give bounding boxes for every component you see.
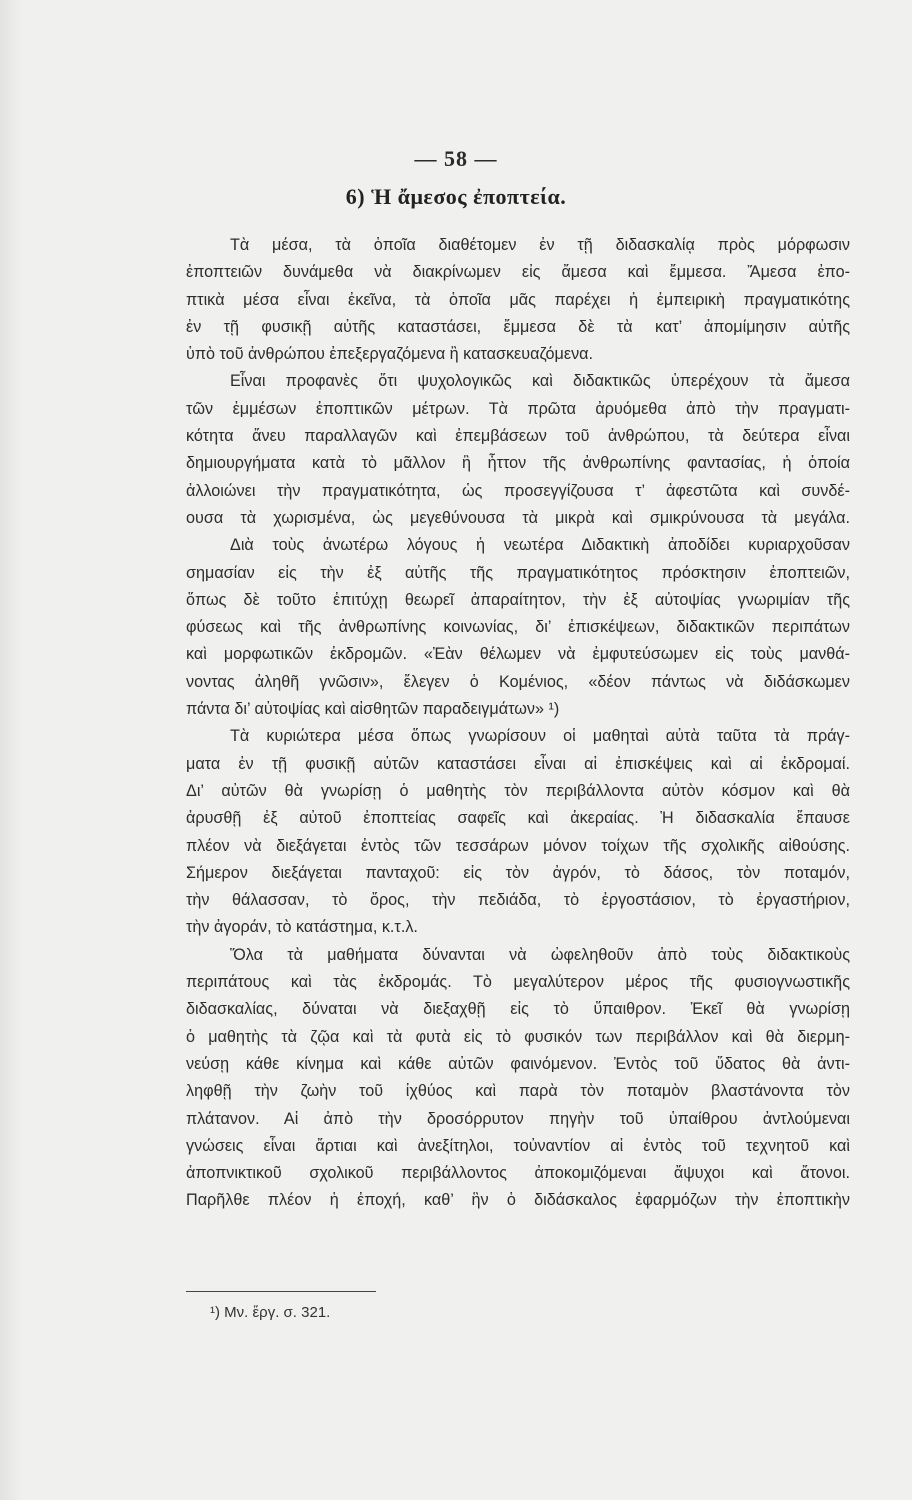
text-line: πτικὰ μέσα εἶναι ἐκεῖνα, τὰ ὁποῖα μᾶς παρέχει ἡ ἐμπειρικὴ πραγματικότης	[186, 290, 850, 309]
text-line: ἐποπτειῶν δυνάμεθα νὰ διακρίνωμεν εἰς ἄμεσα καὶ ἔμμεσα. Ἄμεσα ἐπο-	[186, 263, 850, 282]
text-line: κότητα ἄνευ παραλλαγῶν καὶ ἐπεμβάσεων τοῦ ἀνθρώπου, τὰ δεύτερα εἶναι	[186, 427, 850, 446]
text-line: Τὰ μέσα, τὰ ὁποῖα διαθέτομεν ἐν τῇ διδασκαλίᾳ πρὸς μόρφωσιν	[230, 236, 850, 254]
text-line: τὴν θάλασσαν, τὸ ὄρος, τὴν πεδιάδα, τὸ ἐργοστάσιον, τὸ ἐργαστήριον,	[186, 891, 850, 910]
text-line: ἀλλοιώνει τὴν πραγματικότητα, ὡς προσεγγίζουσα τ’ ἀφεστῶτα καὶ συνδέ-	[186, 481, 850, 500]
text-line: πάντα δι’ αὐτοψίας καὶ αἰσθητῶν παραδειγμάτων» ¹)	[186, 700, 560, 719]
text-line: Τὰ κυριώτερα μέσα ὅπως γνωρίσουν οἱ μαθηταὶ αὐτὰ ταῦτα τὰ πράγ-	[230, 727, 850, 746]
text-line: πλέον νὰ διεξάγεται ἐντὸς τῶν τεσσάρων μόνον τοίχων τῆς σχολικῆς αἰθούσης.	[186, 836, 850, 855]
text-line: περιπάτους καὶ τὰς ἐκδρομάς. Τὸ μεγαλύτερον μέρος τῆς φυσιογνωστικῆς	[186, 973, 850, 992]
text-line: φύσεως καὶ τῆς ἀνθρωπίνης κοινωνίας, δι’ ἐπισκέψεων, διδακτικῶν περιπάτων	[186, 618, 850, 637]
text-line: δημιουργήματα κατὰ τὸ μᾶλλον ἢ ἧττον τῆς ἀνθρωπίνης φαντασίας, ἡ ὁποία	[186, 454, 850, 473]
body-text	[186, 232, 850, 1215]
text-line: καὶ μορφωτικῶν ἐκδρομῶν. «Ἐὰν θέλωμεν νὰ ἐμφυτεύσωμεν εἰς τοὺς μανθά-	[186, 645, 850, 664]
text-line: ἀποπνικτικοῦ σχολικοῦ περιβάλλοντος ἀποκομιζόμεναι ἄψυχοι καὶ ἄτονοι.	[186, 1164, 850, 1183]
text-line: Ὅλα τὰ μαθήματα δύνανται νὰ ὠφεληθοῦν ἀπὸ τοὺς διδακτικοὺς	[230, 945, 850, 964]
text-line: διδασκαλίας, δύναται νὰ διεξαχθῇ εἰς τὸ ὕπαιθρον. Ἐκεῖ θὰ γνωρίσῃ	[186, 1000, 850, 1019]
footnote: ¹) Μν. ἔργ. σ. 321.	[210, 1304, 331, 1321]
text-line: ματα ἐν τῇ φυσικῇ αὐτῶν καταστάσει εἶναι αἱ ἐπισκέψεις καὶ αἱ ἐκδρομαί.	[186, 754, 850, 773]
text-line: Δι’ αὐτῶν θὰ γνωρίσῃ ὁ μαθητὴς τὸν περιβάλλοντα αὐτὸν κόσμον καὶ θὰ	[186, 781, 850, 800]
section-title: 6) Ἡ ἄμεσος ἐποπτεία.	[345, 184, 567, 209]
text-line: ληφθῇ τὴν ζωὴν τοῦ ἰχθύος καὶ παρὰ τὸν ποταμὸν βλαστάνοντα τὸν	[186, 1082, 850, 1101]
text-line: Σήμερον διεξάγεται πανταχοῦ: εἰς τὸν ἀγρόν, τὸ δάσος, τὸν ποταμόν,	[186, 863, 850, 882]
text-line: Παρῆλθε πλέον ἡ ἐποχή, καθ’ ἣν ὁ διδάσκαλος ἐφαρμόζων τὴν ἐποπτικὴν	[186, 1191, 850, 1210]
text-line: ὁ μαθητὴς τὰ ζῷα καὶ τὰ φυτὰ εἰς τὸ φυσικόν των περιβάλλον καὶ θὰ διερμη-	[186, 1027, 850, 1046]
text-line: Εἶναι προφανὲς ὅτι ψυχολογικῶς καὶ διδακτικῶς ὑπερέχουν τὰ ἄμεσα	[230, 372, 850, 391]
text-line: νοντας ἀληθῆ γνῶσιν», ἔλεγεν ὁ Κομένιος, «δέον πάντως νὰ διδάσκωμεν	[186, 672, 850, 691]
text-line: Διὰ τοὺς ἀνωτέρω λόγους ἡ νεωτέρα Διδακτικὴ ἀποδίδει κυριαρχοῦσαν	[230, 536, 850, 555]
binding-shadow	[0, 0, 22, 1500]
text-line: τῶν ἐμμέσων ἐποπτικῶν μέτρων. Τὰ πρῶτα ἀρυόμεθα ἀπὸ τὴν πραγματι-	[186, 399, 850, 418]
text-line: τὴν ἀγοράν, τὸ κατάστημα, κ.τ.λ.	[186, 918, 418, 937]
text-line: ἐν τῇ φυσικῇ αὐτῆς καταστάσει, ἔμμεσα δὲ τὰ κατ’ ἀπομίμησιν αὐτῆς	[186, 317, 850, 336]
footnote-divider	[186, 1291, 376, 1292]
text-line: ἀρυσθῇ ἐξ αὐτοῦ ἐποπτείας σαφεῖς καὶ ἀκεραίας. Ἡ διδασκαλία ἔπαυσε	[186, 809, 850, 828]
text-line: ὑπὸ τοῦ ἀνθρώπου ἐπεξεργαζόμενα ἢ κατασκευαζόμενα.	[186, 345, 594, 364]
text-line: νεύσῃ κάθε κίνημα καὶ κάθε αὐτῶν φαινόμενον. Ἐντὸς τοῦ ὕδατος θὰ ἀντι-	[186, 1054, 850, 1073]
text-line: ουσα τὰ χωρισμένα, ὡς μεγεθύνουσα τὰ μικρὰ καὶ σμικρύνουσα τὰ μεγάλα.	[186, 508, 850, 527]
page-number: — 58 —	[414, 146, 498, 171]
text-line: γνώσεις εἶναι ἄρτιαι καὶ ἀνεξίτηλοι, τοὐναντίον αἱ ἐντὸς τοῦ τεχνητοῦ καὶ	[186, 1136, 850, 1155]
text-line: πλάτανον. Αἱ ἀπὸ τὴν δροσόρρυτον πηγὴν τοῦ ὑπαίθρου ἀντλούμεναι	[186, 1109, 850, 1128]
text-line: σημασίαν εἰς τὴν ἐξ αὐτῆς τῆς πραγματικότητος πρόσκτησιν ἐποπτειῶν,	[186, 563, 850, 582]
text-line: ὅπως δὲ τοῦτο ἐπιτύχῃ θεωρεῖ ἀπαραίτητον, τὴν ἐξ αὐτοψίας γνωριμίαν τῆς	[186, 590, 850, 609]
